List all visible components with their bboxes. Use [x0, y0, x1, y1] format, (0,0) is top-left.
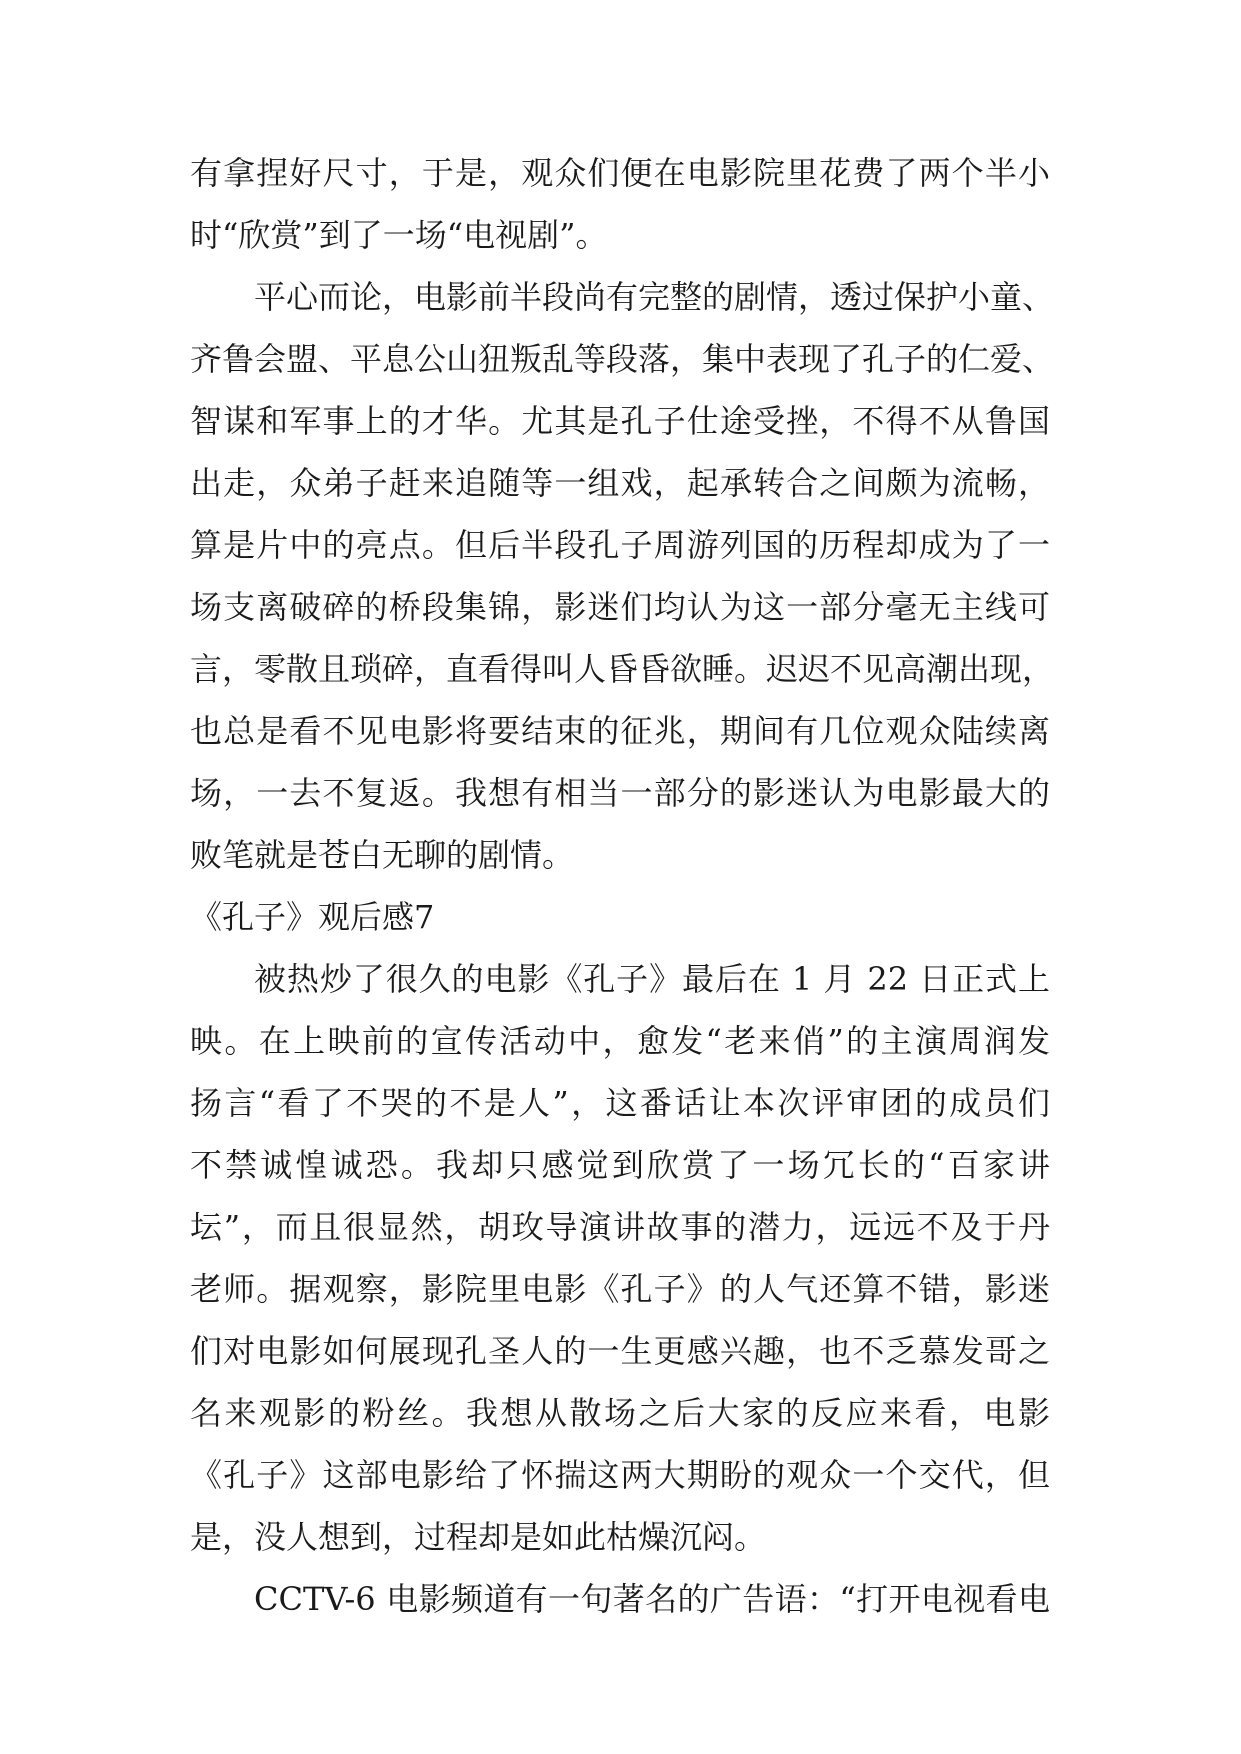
text-line: 场，一去不复返。我想有相当一部分的影迷认为电影最大的	[190, 774, 1050, 812]
text-line: 不禁诚惶诚恐。我却只感觉到欣赏了一场冗长的“百家讲	[190, 1146, 1050, 1184]
text-line: 言，零散且琐碎，直看得叫人昏昏欲睡。迟迟不见高潮出现，	[190, 650, 1055, 688]
text-line: 也总是看不见电影将要结束的征兆，期间有几位观众陆续离	[190, 712, 1050, 750]
text-line: 扬言“看了不哭的不是人”，这番话让本次评审团的成员们	[190, 1084, 1050, 1122]
section-heading: 《孔子》观后感7	[190, 898, 435, 936]
text-line: 算是片中的亮点。但后半段孔子周游列国的历程却成为了一	[190, 526, 1050, 564]
text-line: 是，没人想到，过程却是如此枯燥沉闷。	[190, 1518, 767, 1556]
text-line: 出走，众弟子赶来追随等一组戏，起承转合之间颇为流畅，	[190, 464, 1050, 502]
text-line: 场支离破碎的桥段集锦，影迷们均认为这一部分毫无主线可	[190, 588, 1050, 626]
text-line: 们对电影如何展现孔圣人的一生更感兴趣，也不乏慕发哥之	[190, 1332, 1050, 1370]
text-line: 《孔子》这部电影给了怀揣这两大期盼的观众一个交代，但	[190, 1456, 1050, 1494]
text-line: 败笔就是苍白无聊的剧情。	[190, 836, 575, 874]
paragraph-2	[190, 266, 1055, 886]
text-line: 平心而论，电影前半段尚有完整的剧情，透过保护小童、	[254, 278, 1055, 316]
text-line: 被热炒了很久的电影《孔子》最后在 1 月 22 日正式上	[254, 960, 1050, 998]
paragraph-4	[190, 1568, 1050, 1630]
text-line: 老师。据观察，影院里电影《孔子》的人气还算不错，影迷	[190, 1270, 1050, 1308]
paragraph-3	[190, 948, 1050, 1568]
text-line: 坛”，而且很显然，胡玫导演讲故事的潜力，远远不及于丹	[190, 1208, 1050, 1246]
paragraph-continued	[190, 142, 1050, 266]
text-line: CCTV-6 电影频道有一句著名的广告语：“打开电视看电	[254, 1580, 1050, 1618]
section-heading-block	[190, 886, 1050, 948]
text-line: 齐鲁会盟、平息公山狃叛乱等段落，集中表现了孔子的仁爱、	[190, 340, 1055, 378]
text-line: 映。在上映前的宣传活动中，愈发“老来俏”的主演周润发	[190, 1022, 1050, 1060]
text-line: 时“欣赏”到了一场“电视剧”。	[190, 216, 608, 254]
text-line: 有拿捏好尺寸，于是，观众们便在电影院里花费了两个半小	[190, 154, 1050, 192]
text-line: 智谋和军事上的才华。尤其是孔子仕途受挫，不得不从鲁国	[190, 402, 1050, 440]
text-line: 名来观影的粉丝。我想从散场之后大家的反应来看，电影	[190, 1394, 1050, 1432]
